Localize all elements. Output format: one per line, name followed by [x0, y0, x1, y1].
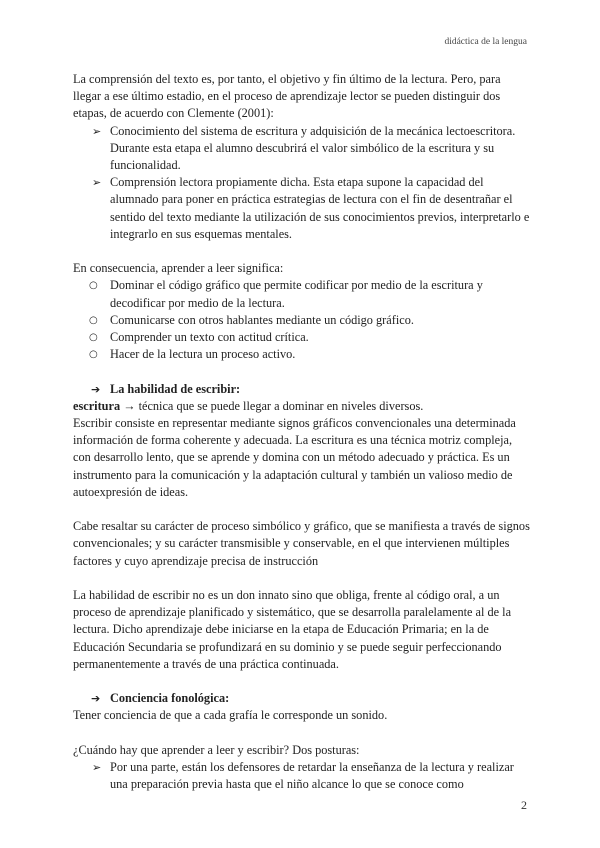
stages-list — [73, 123, 531, 243]
list-item: ○ Comprender un texto con actitud crítica. — [73, 329, 531, 346]
list-item: ➢ Por una parte, están los defensores de retardar la enseñanza de la lectura y realizar una preparación previa hasta que el niño alcance lo que se conoce como — [92, 760, 514, 792]
arrow-right-icon: ➔ — [91, 382, 101, 396]
definition-line: escritura → técnica que se puede llegar a dominar en niveles diversos. — [73, 398, 424, 413]
list-item: ➢ Conocimiento del sistema de escritura y adquisición de la mecánica lectoescritora. Durante esta etapa el alumno descubrirá el valor simbólico de la escritura y su funcionalidad. — [92, 123, 516, 173]
leer-significa-list — [73, 277, 531, 363]
arrow-bullet-icon: ➢ — [92, 176, 102, 190]
list-item: ➢ Comprensión lectora propiamente dicha. Esta etapa supone la capacidad del alumnado para poner en práctica estrategias de lectura con el fin de desentrañar el sentido del texto mediante la utilización de sus conocimientos previos, interpretarlo e integrarlo en sus esquemas mentales. — [92, 175, 530, 241]
paragraph: Cabe resaltar su carácter de proceso simbólico y gráfico, que se manifiesta a través de signos convencionales; y su carácter transmisible y conservable, en el que intervienen múltiples factores y cuyo aprendizaje precisa de instrucción — [73, 519, 530, 568]
arrow-bullet-icon: ➢ — [92, 761, 102, 775]
section-heading-escribir: ➔ La habilidad de escribir: — [73, 381, 531, 398]
term: escritura — [73, 398, 121, 413]
consecuencia-paragraph: En consecuencia, aprender a leer significa: — [73, 261, 284, 276]
list-item: ○ Dominar el código gráfico que permite codificar por medio de la escritura y decodificar por medio de la lectura. — [89, 278, 483, 310]
arrow-right-icon: ➔ — [91, 692, 101, 706]
circle-bullet-icon: ○ — [89, 280, 98, 292]
paragraph: La habilidad de escribir no es un don innato sino que obliga, frente al código oral, a un proceso de aprendizaje planificado y sistemático, que se desarrolla paralelamente al de la lectura. Dicho aprendizaje debe iniciarse en la etapa de Educación Primaria; en la de Educación Secundaria se profundizará en su dominio y se puede seguir perfeccionando permanentemente a través de una práctica continuada. — [73, 588, 512, 671]
paragraph: Tener conciencia de que a cada grafía le corresponde un sonido. — [73, 708, 388, 723]
document-body — [73, 71, 531, 793]
arrow-bullet-icon: ➢ — [92, 124, 102, 138]
posturas-list — [73, 759, 531, 793]
section-heading-fonologica: ➔ Conciencia fonológica: — [73, 690, 531, 707]
intro-paragraph: La comprensión del texto es, por tanto, el objetivo y fin último de la lectura. Pero, para llegar a ese último estadio, en el proceso de aprendizaje lector se pueden distinguir dos etapas, de acuerdo con Clemente (2001): — [73, 72, 501, 121]
circle-bullet-icon: ○ — [89, 314, 98, 326]
page-number: 2 — [521, 798, 527, 812]
page-header: didáctica de la lengua — [444, 37, 527, 47]
list-item: ○ Hacer de la lectura un proceso activo. — [73, 346, 531, 363]
circle-bullet-icon: ○ — [89, 332, 98, 344]
list-item: ○ Comunicarse con otros hablantes mediante un código gráfico. — [73, 312, 531, 329]
question-paragraph: ¿Cuándo hay que aprender a leer y escribir? Dos posturas: — [73, 742, 360, 757]
paragraph: Escribir consiste en representar mediante signos gráficos convencionales una determinada información de forma coherente y adecuada. La escritura es una técnica motriz compleja, con desarrollo lento, que se aprende y domina con un método adecuado y práctica. Es un instrumento para la comunicación y la adaptación cultural y también un valioso medio de autoexpresión de ideas. — [73, 416, 516, 499]
circle-bullet-icon: ○ — [89, 349, 98, 361]
